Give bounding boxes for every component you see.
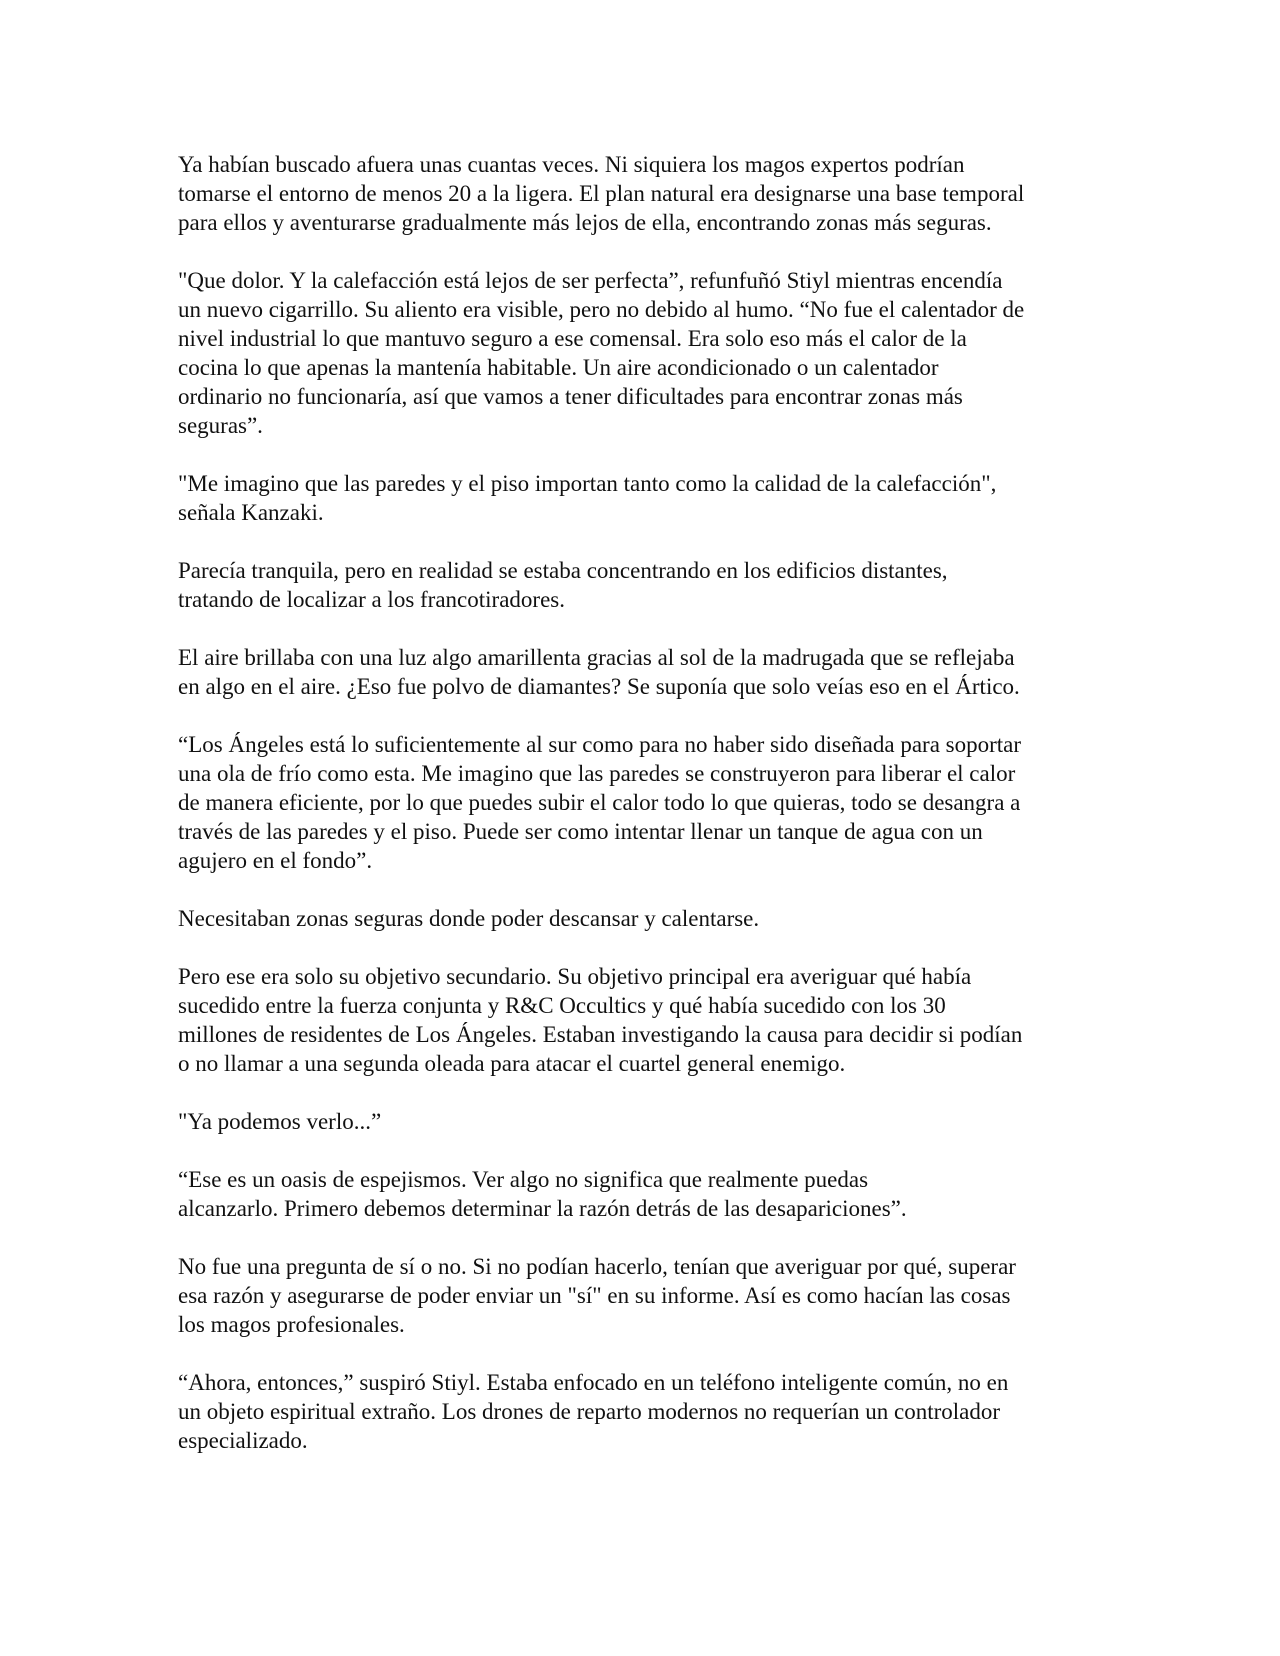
text-line: millones de residentes de Los Ángeles. Estaban investigando la causa para decidir si podían [178,1022,1023,1047]
document-page [178,150,1138,1484]
text-line: de manera eficiente, por lo que puedes subir el calor todo lo que quieras, todo se desangra a [178,790,1021,815]
text-line: tratando de localizar a los francotiradores. [178,587,565,612]
text-line: "Ya podemos verlo...” [178,1109,382,1134]
text-line: un objeto espiritual extraño. Los drones de reparto modernos no requerían un controlador [178,1399,1001,1424]
paragraph [178,1107,1138,1136]
text-line: través de las paredes y el piso. Puede ser como intentar llenar un tanque de agua con un [178,819,983,844]
text-line: Pero ese era solo su objetivo secundario. Su objetivo principal era averiguar qué había [178,964,972,989]
text-line: Parecía tranquila, pero en realidad se estaba concentrando en los edificios distantes, [178,558,948,583]
text-line: o no llamar a una segunda oleada para atacar el cuartel general enemigo. [178,1051,846,1076]
text-line: esa razón y asegurarse de poder enviar un "sí" en su informe. Así es como hacían las cosas [178,1283,1011,1308]
text-line: en algo en el aire. ¿Eso fue polvo de diamantes? Se suponía que solo veías eso en el Ártico. [178,674,1020,699]
text-line: ordinario no funcionaría, así que vamos a tener dificultades para encontrar zonas más [178,384,963,409]
text-line: una ola de frío como esta. Me imagino que las paredes se construyeron para liberar el calor [178,761,1016,786]
text-line: Necesitaban zonas seguras donde poder descansar y calentarse. [178,906,760,931]
text-line: seguras”. [178,413,263,438]
text-line: “Los Ángeles está lo suficientemente al sur como para no haber sido diseñada para soportar [178,732,1022,757]
text-line: "Que dolor. Y la calefacción está lejos de ser perfecta”, refunfuñó Stiyl mientras encendía [178,268,1003,293]
text-line: sucedido entre la fuerza conjunta y R&C Occultics y qué había sucedido con los 30 [178,993,946,1018]
paragraph [178,1368,1138,1455]
text-line: tomarse el entorno de menos 20 a la ligera. El plan natural era designarse una base temporal [178,181,1025,206]
paragraph [178,150,1138,237]
text-line: señala Kanzaki. [178,500,324,525]
paragraph [178,730,1138,875]
text-line: un nuevo cigarrillo. Su aliento era visible, pero no debido al humo. “No fue el calentador de [178,297,1025,322]
paragraph [178,469,1138,527]
paragraph [178,643,1138,701]
paragraph [178,1252,1138,1339]
text-line: para ellos y aventurarse gradualmente más lejos de ella, encontrando zonas más seguras. [178,210,992,235]
text-line: “Ese es un oasis de espejismos. Ver algo no significa que realmente puedas [178,1167,869,1192]
paragraph [178,962,1138,1078]
paragraph [178,904,1138,933]
text-line: El aire brillaba con una luz algo amarillenta gracias al sol de la madrugada que se reflejaba [178,645,1015,670]
text-line: especializado. [178,1428,308,1453]
text-line: "Me imagino que las paredes y el piso importan tanto como la calidad de la calefacción", [178,471,997,496]
text-line: los magos profesionales. [178,1312,405,1337]
text-line: cocina lo que apenas la mantenía habitable. Un aire acondicionado o un calentador [178,355,939,380]
text-line: No fue una pregunta de sí o no. Si no podían hacerlo, tenían que averiguar por qué, superar [178,1254,1016,1279]
text-line: “Ahora, entonces,” suspiró Stiyl. Estaba enfocado en un teléfono inteligente común, no en [178,1370,1009,1395]
paragraph [178,1165,1138,1223]
paragraph [178,556,1138,614]
text-line: Ya habían buscado afuera unas cuantas veces. Ni siquiera los magos expertos podrían [178,152,965,177]
paragraph [178,266,1138,440]
text-line: alcanzarlo. Primero debemos determinar la razón detrás de las desapariciones”. [178,1196,907,1221]
text-line: nivel industrial lo que mantuvo seguro a ese comensal. Era solo eso más el calor de la [178,326,967,351]
text-line: agujero en el fondo”. [178,848,373,873]
